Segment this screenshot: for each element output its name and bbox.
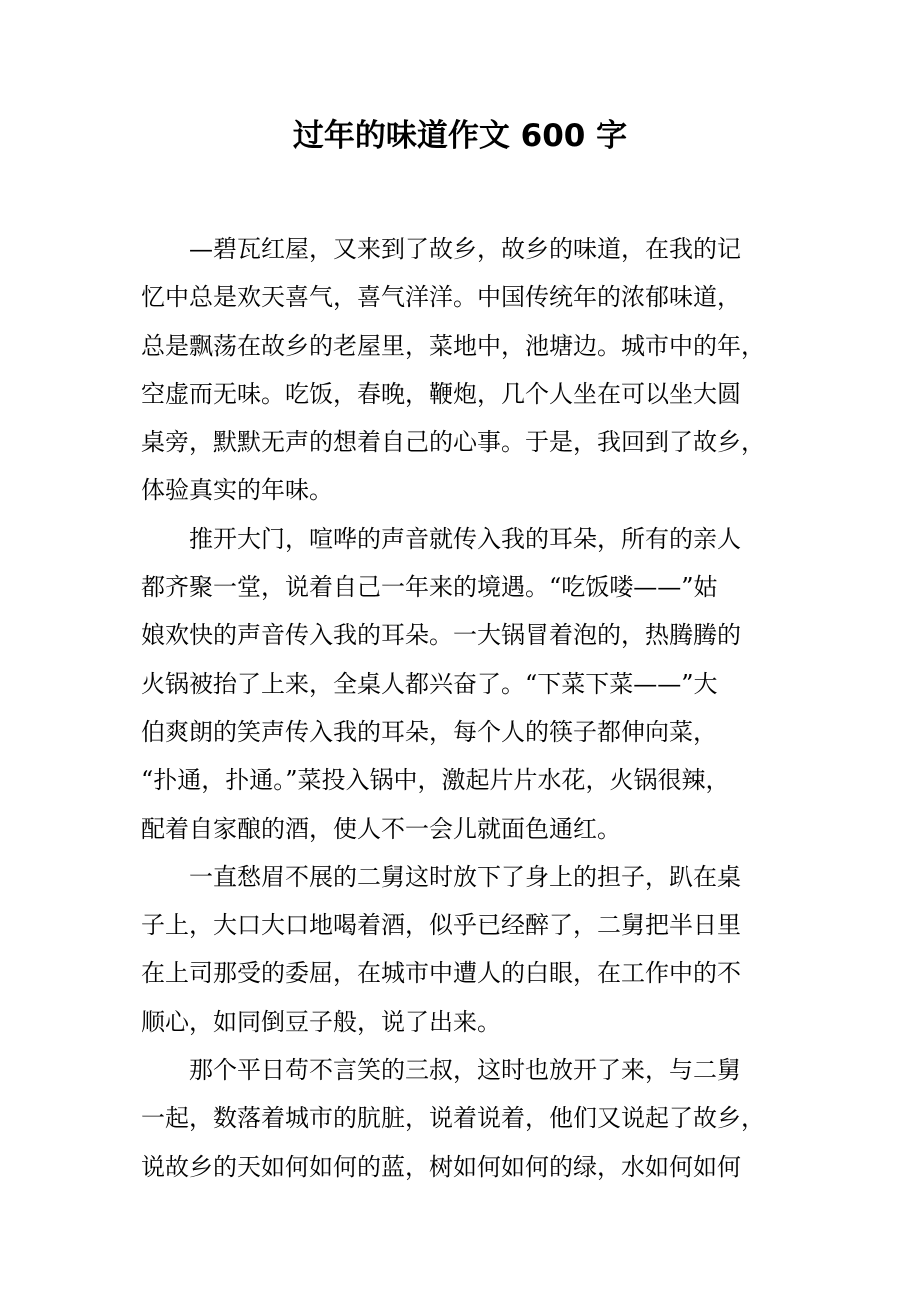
paragraph-3: 一直愁眉不展的二舅这时放下了身上的担子，趴在桌 子上，大口大口地喝着酒，似乎已经醉了，二舅把半日里 在上司那受的委屈，在城市中遭人的白眼，在工作中的不 顺心，如同倒豆子般，说了出来。 xyxy=(141,862,741,1036)
paragraph-1: —碧瓦红屋，又来到了故乡，故乡的味道，在我的记 忆中总是欢天喜气，喜气洋洋。中国传统年的浓郁味道， 总是飘荡在故乡的老屋里，菜地中，池塘边。城市中的年， 空虚而无味。吃饭，春晚，鞭炮，几个人坐在可以坐大圆 桌旁，默默无声的想着自己的心事。于是，我回到了故乡， 体验真实的年味。 xyxy=(141,235,765,505)
paragraph-4: 那个平日苟不言笑的三叔，这时也放开了来，与二舅 一起，数落着城市的肮脏，说着说着，他们又说起了故乡， 说故乡的天如何如何的蓝，树如何如何的绿，水如何如何 xyxy=(141,1056,765,1181)
document-body xyxy=(141,225,781,1191)
paragraph-2: 推开大门，喧哗的声音就传入我的耳朵，所有的亲人 都齐聚一堂，说着自己一年来的境遇。“吃饭喽——”姑 娘欢快的声音传入我的耳朵。一大锅冒着泡的，热腾腾的 火锅被抬了上来，全桌人都兴奋了。“下菜下菜——”大 伯爽朗的笑声传入我的耳朵，每个人的筷子都伸向菜， “扑通，扑通。”菜投入锅中，激起片片水花，火锅很辣， 配着自家酿的酒，使人不一会儿就面色通红。 xyxy=(141,524,741,843)
document-title: 过年的味道作文 600 字 xyxy=(292,118,628,154)
